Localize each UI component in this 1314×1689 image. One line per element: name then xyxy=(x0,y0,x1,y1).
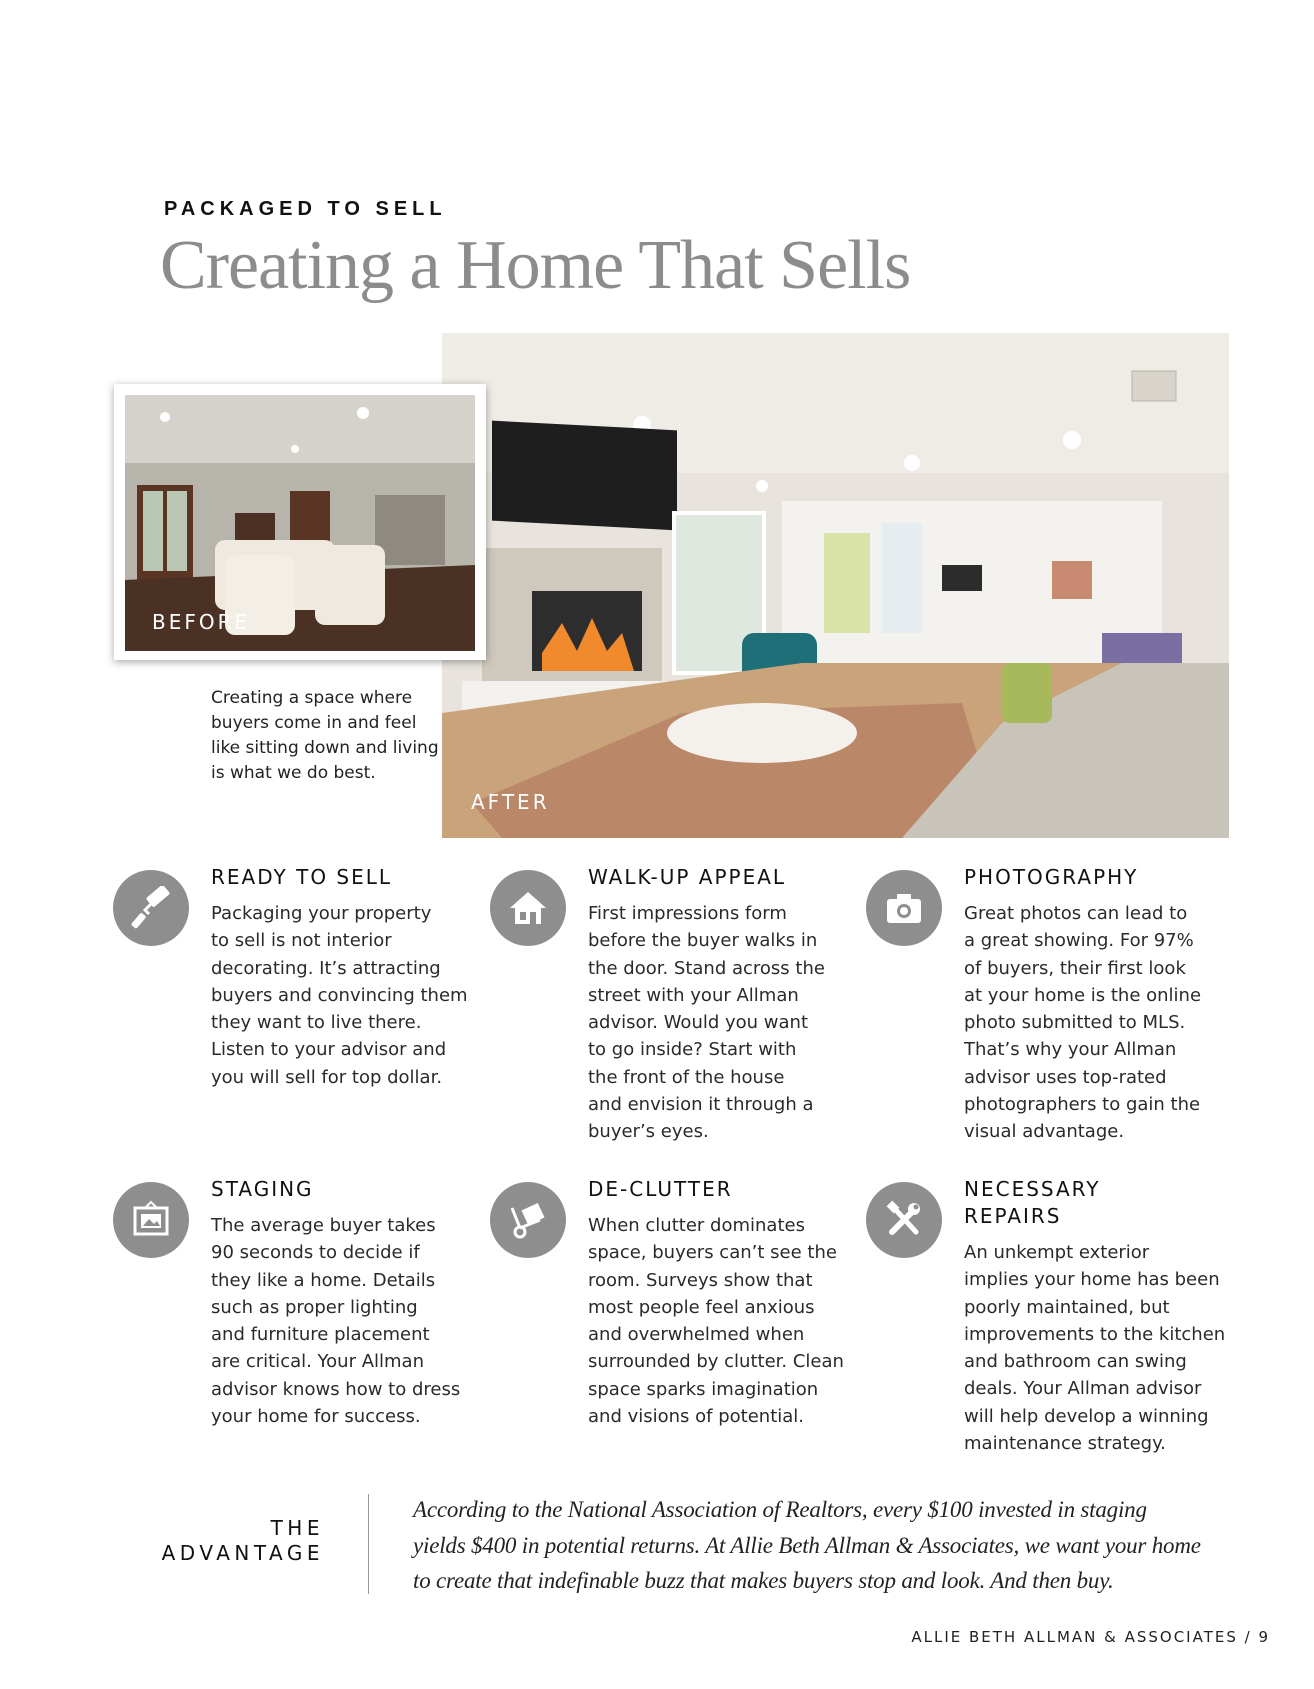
feature-body: An unkempt exterior implies your home has been poorly maintained, but improvements to the kitchen and bathroom can swing deals. Your Allman advisor will help develop a winning maintenance strategy. xyxy=(964,1242,1226,1455)
paint-roller-icon xyxy=(113,870,189,946)
house-icon xyxy=(490,870,566,946)
feature-title: STAGING xyxy=(211,1177,314,1201)
picture-frame-icon xyxy=(113,1182,189,1258)
tools-icon xyxy=(866,1182,942,1258)
feature-title: PHOTOGRAPHY xyxy=(964,865,1139,889)
before-label: BEFORE xyxy=(152,610,251,634)
hand-truck-icon xyxy=(490,1182,566,1258)
feature-body: First impressions form before the buyer walks in the door. Stand across the street with your Allman advisor. Would you want to go inside? Start with the front of the house and envision it through a buyer’s eyes. xyxy=(588,903,825,1143)
divider xyxy=(368,1494,369,1594)
eyebrow-heading: PACKAGED TO SELL xyxy=(164,198,447,220)
advantage-quote: According to the National Association of Realtors, every $100 invested in staging yields $400 in potential returns. At Allie Beth Allman & Associates, we want your home to create that indefinable buzz that makes buyers stop and look. And then buy. xyxy=(413,1497,1201,1593)
camera-icon xyxy=(866,870,942,946)
feature-body: Great photos can lead to a great showing. For 97% of buyers, their first look at your home is the online photo submitted to MLS. That’s why your Allman advisor uses top-rated photographers to gain the visual advantage. xyxy=(964,903,1202,1143)
feature-body: The average buyer takes 90 seconds to decide if they like a home. Details such as proper lighting and furniture placement are critical. Your Allman advisor knows how to dress your home for success. xyxy=(211,1215,461,1428)
page-footer: ALLIE BETH ALLMAN & ASSOCIATES / 9 xyxy=(911,1628,1270,1646)
feature-title: WALK-UP APPEAL xyxy=(588,865,787,889)
feature-title: NECESSARY REPAIRS xyxy=(964,1177,1101,1228)
feature-title: READY TO SELL xyxy=(211,865,393,889)
photo-caption: Creating a space where buyers come in and feel like sitting down and living is what we do best. xyxy=(211,688,439,783)
feature-body: Packaging your property to sell is not interior decorating. It’s attracting buyers and convincing them they want to live there. Listen to your advisor and you will sell for top dollar. xyxy=(211,903,468,1088)
after-photo xyxy=(442,333,1229,838)
after-label: AFTER xyxy=(471,790,550,814)
feature-title: DE-CLUTTER xyxy=(588,1177,733,1201)
page-title: Creating a Home That Sells xyxy=(160,227,911,304)
feature-body: When clutter dominates space, buyers can’t see the room. Surveys show that most people feel anxious and overwhelmed when surrounded by clutter. Clean space sparks imagination and visions of potential. xyxy=(588,1215,844,1428)
advantage-label: THE ADVANTAGE xyxy=(161,1516,324,1565)
